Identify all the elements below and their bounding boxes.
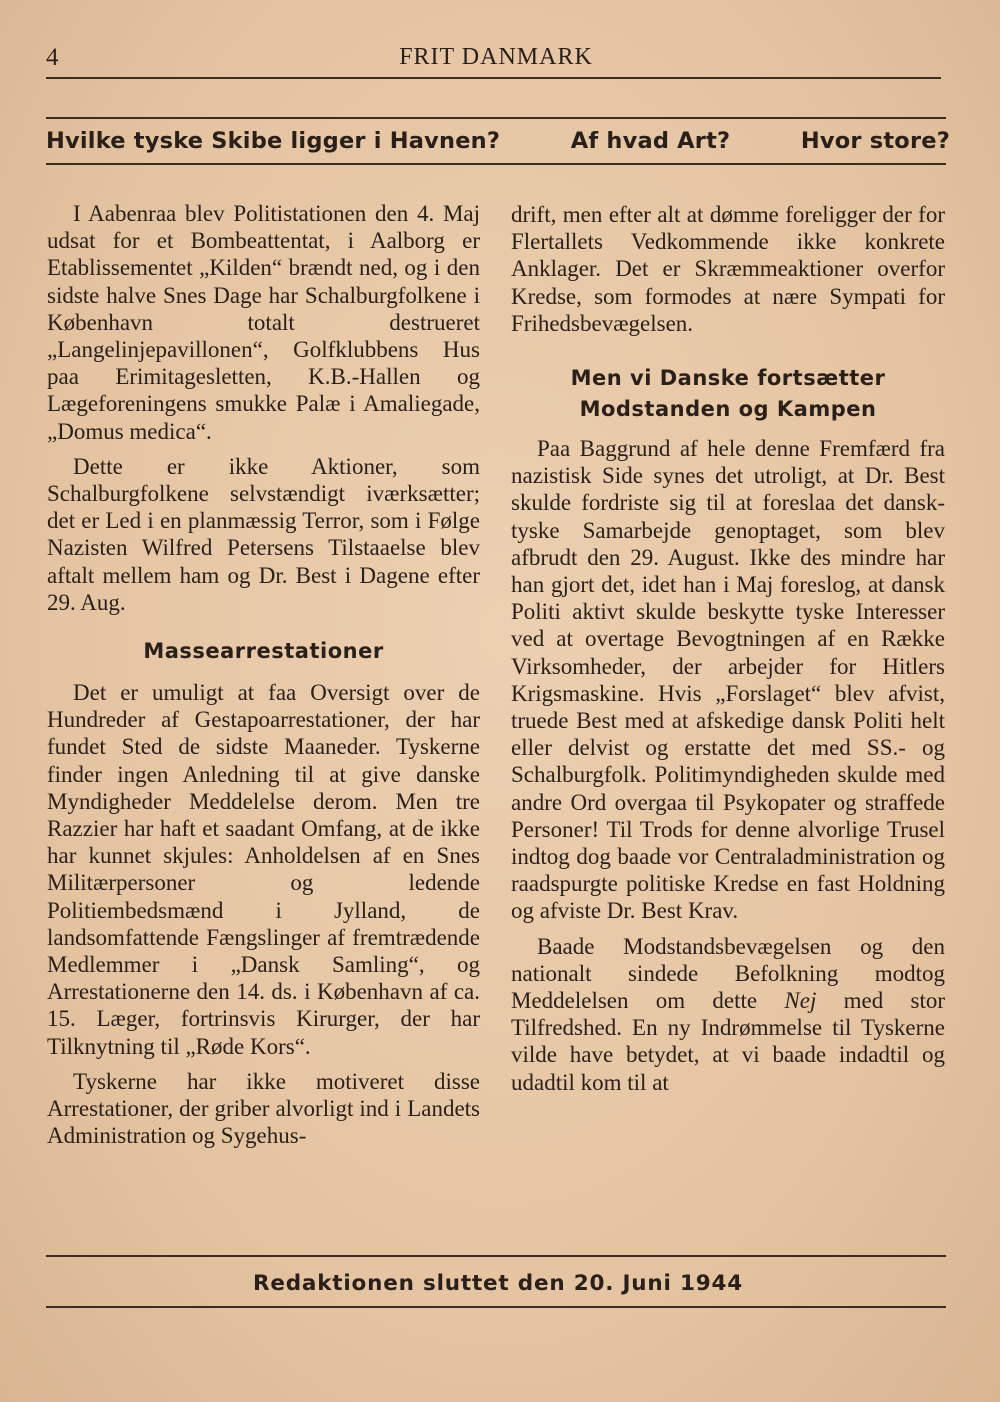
right-paragraph-3 <box>511 933 945 1096</box>
headline <box>46 128 950 154</box>
journal-title: FRIT DANMARK <box>399 44 593 70</box>
headline-part-1: Hvilke tyske Skibe ligger i Havnen? <box>46 128 501 154</box>
editorial-closing-note: Redaktionen sluttet den 20. Juni 1944 <box>252 1271 744 1296</box>
footer-bottom-rule <box>46 1306 946 1308</box>
right-paragraph-3-text-b: med stor Tilfredshed. En ny Indrømmelse til Tyskerne vilde have betydet, at vi baade indadtil og udadtil kom til at <box>511 988 945 1095</box>
left-column <box>47 200 480 1158</box>
emphasis-nej: Nej <box>784 988 817 1014</box>
left-paragraph-1: I Aabenraa blev Politistationen den 4. Maj udsat for et Bombeattentat, i Aalborg er Etablissementet „Kilden“ brændt ned, og i den sidste halve Snes Dage har Schalburgfolkene i København totalt destrueret „Langelinjepavillonen“, Golfklubbens Hus paa Erimitagesletten, K.B.-Hallen og Lægeforeningens smukke Palæ i Amaliegade, „Domus medica“. <box>47 201 480 444</box>
right-paragraph-3-text-a: Baade Modstandsbevægelsen og den nationalt sindede Befolkning modtog Meddelelsen om dette <box>511 933 945 1014</box>
subheading-line-1: Men vi Danske fortsætter <box>570 366 886 391</box>
headline-top-rule <box>46 117 946 119</box>
right-column <box>511 201 945 1104</box>
right-paragraph-1: drift, men efter alt at dømme foreligger der for Flertallets Vedkommende ikke konkrete Anklager. Det er Skræmmeaktioner overfor Kredse, som formodes at nære Sympati for Frihedsbevægelsen. <box>511 202 945 336</box>
right-paragraph-2: Paa Baggrund af hele denne Fremfærd fra nazistisk Side synes det utroligt, at Dr. Best skulde fordriste sig til at foreslaa det dansk-tyske Samarbejde genoptaget, som blev afbrudt den 29. August. Ikke des mindre har han gjort det, idet han i Maj foreslog, at dansk Politi aktivt skulde beskytte tyske Interesser ved at overtage Bevogtningen af en Række Virksomheder, der arbejder for Hitlers Krigsmaskine. Hvis „Forslaget“ blev afvist, truede Best med at afskedige dansk Politi helt eller delvist og erstatte det med SS.- og Schalburgfolk. Politimyndigheden skulde med andre Ord overgaa til Psykopater og straffede Personer! Til Trods for denne alvorlige Trusel indtog dog baade vor Centraladministration og raadspurgte politiske Kredse en fast Holdning og afviste Dr. Best Krav. <box>511 436 945 924</box>
page-number: 4 <box>46 44 59 71</box>
header-rule <box>46 77 941 79</box>
left-paragraph-2: Dette er ikke Aktioner, som Schalburgfolkene selvstændigt iværksætter; det er Led i en planmæssig Terror, som i Følge Nazisten Wilfred Petersens Tilstaaelse blev aftalt mellem ham og Dr. Best i Dagene efter 29. Aug. <box>47 453 480 615</box>
subheading-massearrestationer: Massearrestationer <box>143 639 384 664</box>
subheading-men-vi-danske <box>511 363 945 425</box>
headline-bottom-rule <box>46 163 946 165</box>
headline-part-3: Hvor store? <box>800 128 950 154</box>
headline-part-2: Af hvad Art? <box>570 128 731 154</box>
subheading-line-2: Modstanden og Kampen <box>579 397 877 422</box>
footer-top-rule <box>46 1255 946 1257</box>
running-head <box>46 44 946 76</box>
left-paragraph-3: Det er umuligt at faa Oversigt over de Hundreder af Gestapoarrestationer, der har fundet Sted de sidste Maaneder. Tyskerne finder ingen Anledning til at give danske Myndigheder Meddelelse derom. Men tre Razzier har haft et saadant Omfang, at de ikke har kunnet skjules: Anholdelsen af en Snes Militærpersoner og ledende Politiembedsmænd i Jylland, de landsomfattende Fængslinger af fremtrædende Medlemmer i „Dansk Samling“, og Arrestationerne den 14. ds. i København af ca. 15. Læger, fortrinsvis Kirurger, der har Tilknytning til „Røde Kors“. <box>47 680 480 1059</box>
left-paragraph-4: Tyskerne har ikke motiveret disse Arrestationer, der griber alvorligt ind i Landets Administration og Sygehus- <box>47 1068 480 1149</box>
